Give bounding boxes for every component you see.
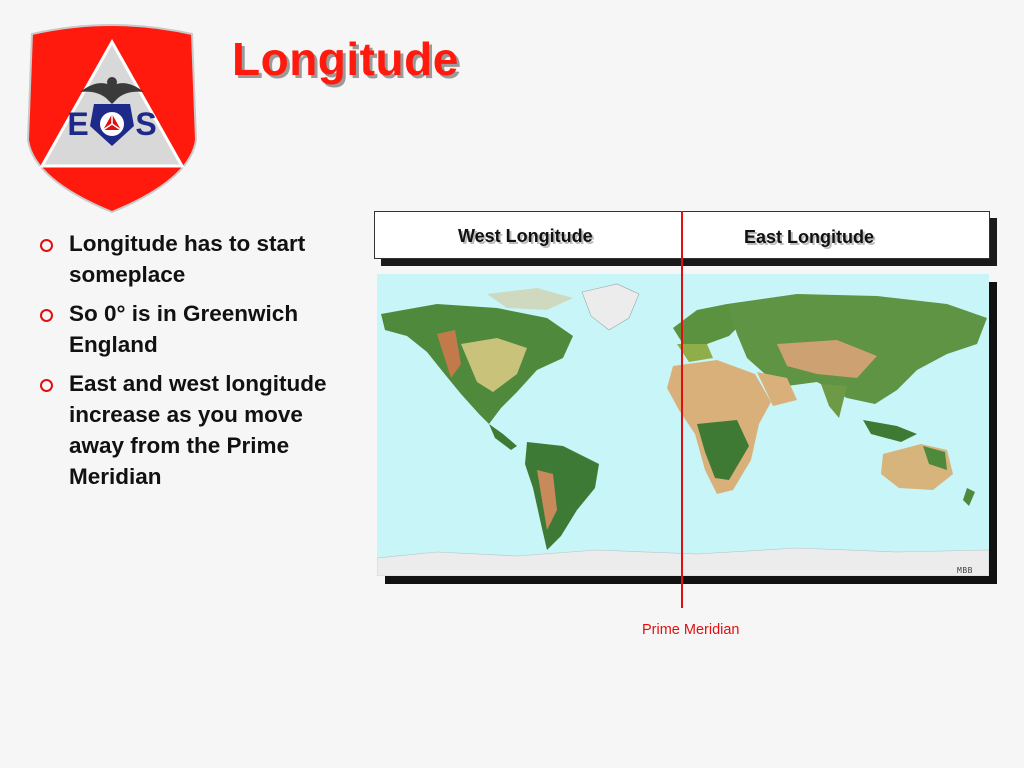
bullet-circle-icon [40,239,53,252]
bullet-circle-icon [40,309,53,322]
world-map-icon [377,274,989,576]
map-credit-text: MBB [957,566,973,575]
bullet-text: East and west longitude increase as you move away from the Prime Meridian [69,371,327,489]
bullet-list [38,228,328,500]
west-longitude-label: West Longitude [458,226,593,246]
prime-meridian-label: Prime Meridian [642,622,740,638]
bullet-item [38,228,328,290]
slide-title: Longitude [232,33,459,85]
bullet-text: So 0° is in Greenwich England [69,301,299,357]
shield-logo-icon [20,20,204,216]
bullet-circle-icon [40,379,53,392]
es-shield-logo [20,20,204,216]
logo-letter-left: E [67,106,89,142]
east-longitude-label: East Longitude [744,227,874,247]
bullet-item [38,298,328,360]
world-map [377,274,989,576]
bullet-item [38,368,328,492]
logo-letter-right: S [135,106,157,142]
bullet-text: Longitude has to start someplace [69,231,306,287]
prime-meridian-line [681,211,683,608]
